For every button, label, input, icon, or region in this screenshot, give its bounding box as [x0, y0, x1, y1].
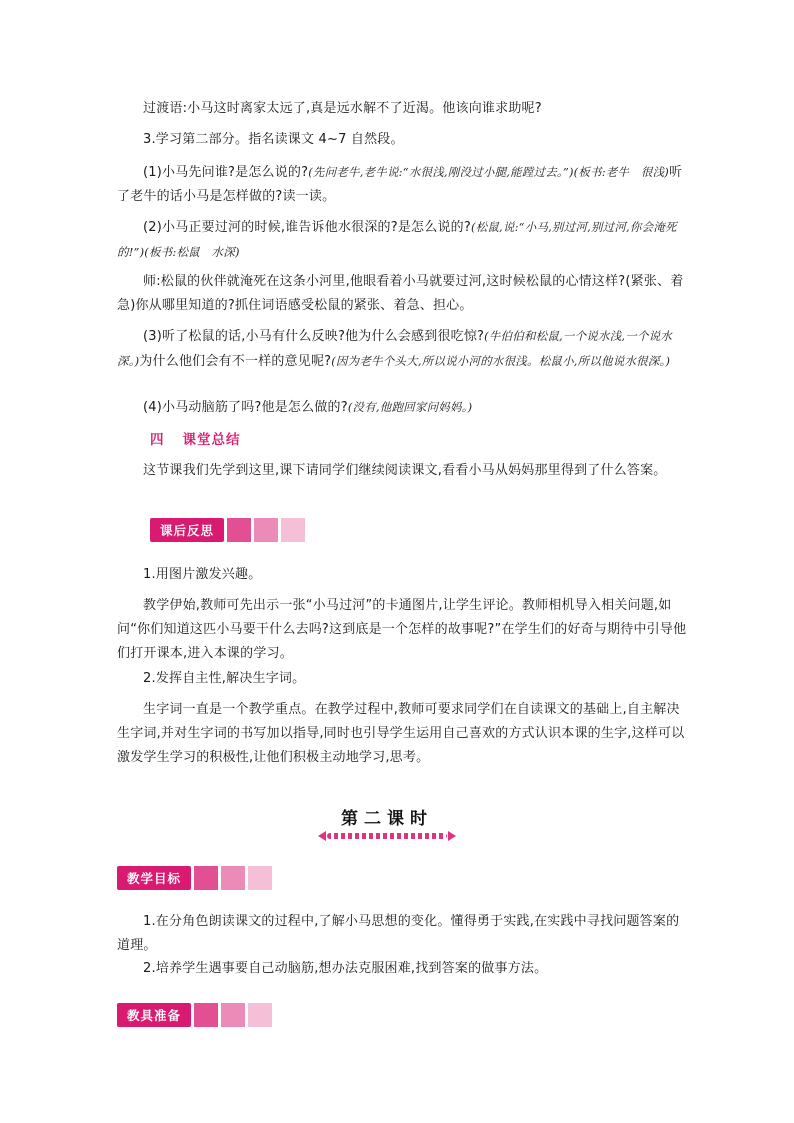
heading-decor-square: [254, 518, 278, 542]
section4-heading: [150, 428, 241, 448]
reflect2-text: 2.发挥自主性,解决生字词。: [143, 671, 306, 686]
question2-note: (松鼠,说:“小马,别过河,别过河,你会淹死的!”)(板书:松鼠 水深): [117, 220, 677, 259]
reflect1-heading: [117, 563, 687, 587]
goals-heading: [117, 866, 272, 890]
heading-decor-square: [248, 866, 272, 890]
question2-paragraph: [117, 215, 687, 265]
lesson-title: [322, 804, 452, 839]
question3-text: (3)听了松鼠的话,小马有什么反映?他为什么会感到很吃惊?: [143, 329, 485, 344]
heading-decor-square: [194, 866, 218, 890]
heading-decor-square: [221, 1003, 245, 1027]
goal2-paragraph: [117, 957, 687, 981]
question1-note: (先问老牛,老牛说:“水很浅,刚没过小腿,能蹚过去。”)(板书:老牛 很浅): [308, 165, 669, 179]
heading-decor-square: [221, 866, 245, 890]
goals-label: 教学目标: [117, 866, 191, 890]
reflection-label: 课后反思: [150, 518, 224, 542]
question4-paragraph: [117, 395, 687, 420]
heading-decor-square: [227, 518, 251, 542]
goal2-text: 2.培养学生遇事要自己动脑筋,想办法克服困难,找到答案的做事方法。: [143, 961, 548, 976]
question1-followup: 听了老牛的话小马是怎样做的?读一读。: [117, 165, 683, 204]
reflection-heading: [150, 518, 305, 542]
question3-followup: 为什么他们会有不一样的意见呢?: [139, 354, 332, 369]
step3-paragraph: [117, 128, 687, 152]
section4-number: 四: [150, 432, 165, 448]
reflect2-body: [117, 698, 687, 770]
heading-decor-square: [194, 1003, 218, 1027]
question3-paragraph: [117, 324, 687, 374]
summary-paragraph: [117, 459, 687, 483]
question1-paragraph: [117, 160, 687, 209]
step3-text: 3.学习第二部分。指名读课文 4~7 自然段。: [143, 132, 404, 147]
question3-note2: (因为老牛个头大,所以说小河的水很浅。松鼠小,所以他说水很深。): [331, 354, 671, 368]
section4-title: 课堂总结: [182, 432, 241, 448]
summary-text: 这节课我们先学到这里,课下请同学们继续阅读课文,看看小马从妈妈那里得到了什么答案。: [143, 463, 667, 478]
question2-text: (2)小马正要过河的时候,谁告诉他水很深的?是怎么说的?: [143, 220, 471, 235]
materials-heading: [117, 1003, 272, 1027]
goal1-paragraph: [117, 910, 687, 958]
teacher-text: 师:松鼠的伙伴就淹死在这条小河里,他眼看着小马就要过河,这时候松鼠的心情这样?(紧张、着急)你从哪里知道的?抓住词语感受松鼠的紧张、着急、担心。: [117, 274, 684, 313]
reflect1-text: 1.用图片激发兴趣。: [143, 567, 262, 582]
heading-decor-square: [248, 1003, 272, 1027]
lesson-title-text: 第二课时: [341, 809, 433, 829]
reflect1-body-text: 教学伊始,教师可先出示一张“小马过河”的卡通图片,让学生评论。教师相机导入相关问题,如问“你们知道这匹小马要干什么去吗?这到底是一个怎样的故事呢?”在学生们的好奇与期待中引导他们打开课本,进入本课的学习。: [117, 598, 687, 661]
materials-label: 教具准备: [117, 1003, 191, 1027]
teacher-paragraph: [117, 270, 687, 318]
reflect2-body-text: 生字词一直是一个教学重点。在教学过程中,教师可要求同学们在自读课文的基础上,自主解决生字词,并对生字词的书写加以指导,同时也引导学生运用自己喜欢的方式认识本课的生字,这样可以激发学生学习的积极性,让他们积极主动地学习,思考。: [117, 702, 685, 765]
heading-decor-square: [281, 518, 305, 542]
question4-note: (没有,他跑回家问妈妈。): [347, 400, 473, 414]
transition-paragraph: [117, 97, 687, 121]
reflect2-heading: [117, 667, 687, 691]
goal1-text: 1.在分角色朗读课文的过程中,了解小马思想的变化。懂得勇于实践,在实践中寻找问题答案的道理。: [117, 914, 680, 953]
transition-text: 过渡语:小马这时离家太远了,真是远水解不了近渴。他该向谁求助呢?: [143, 101, 542, 116]
question3-note1: (牛伯伯和松鼠,一个说水浅,一个说水深。): [117, 329, 673, 368]
lesson-title-underline: [327, 833, 447, 839]
question4-text: (4)小马动脑筋了吗?他是怎么做的?: [143, 400, 348, 415]
question1-text: (1)小马先问谁?是怎么说的?: [143, 165, 309, 180]
reflect1-body: [117, 594, 687, 666]
